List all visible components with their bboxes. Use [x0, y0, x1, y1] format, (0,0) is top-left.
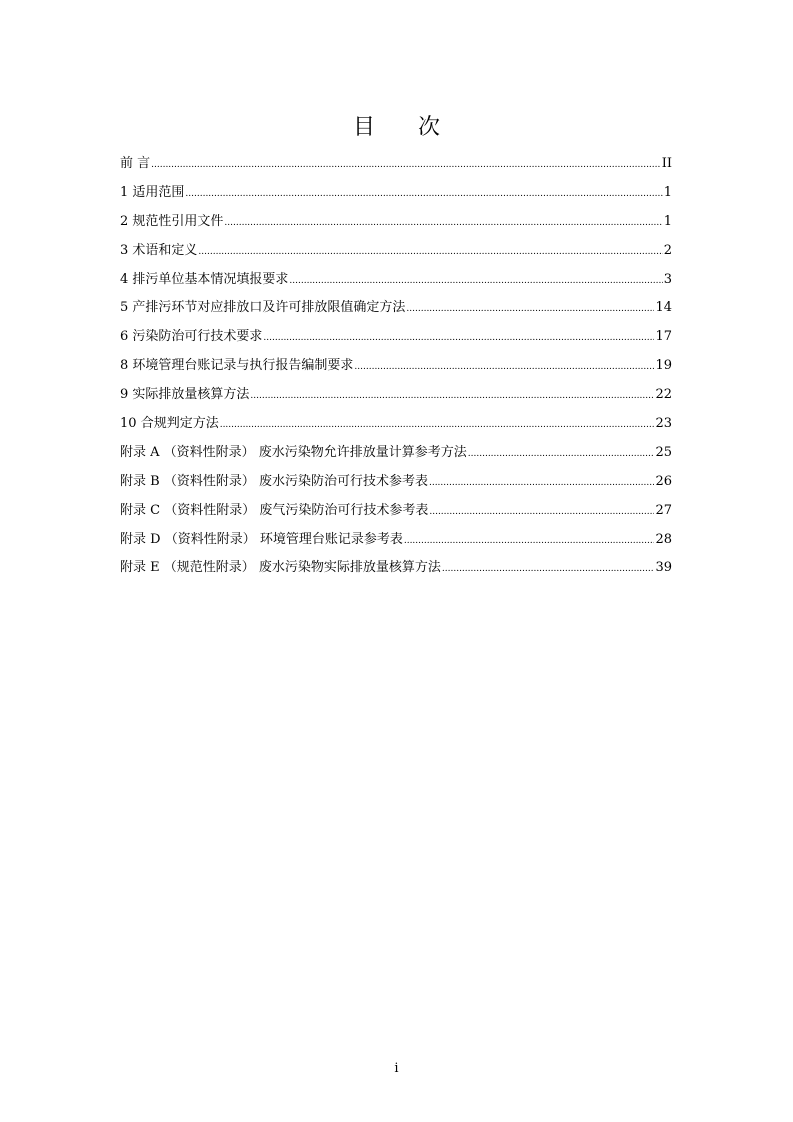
toc-entry-6[interactable]	[120, 325, 672, 354]
toc-entry-label: 规范性引用文件	[132, 213, 224, 229]
toc-title: 目 次	[353, 115, 458, 140]
toc-dot-leader	[289, 269, 662, 293]
toc-entry-number: 8	[120, 358, 133, 374]
toc-entry-number: 5	[120, 300, 133, 316]
toc-entry-1[interactable]	[120, 181, 672, 210]
toc-entry-page: 1	[663, 213, 672, 229]
toc-dot-leader	[263, 326, 654, 350]
toc-entry-page: 26	[655, 473, 672, 489]
toc-dot-leader	[354, 355, 654, 379]
toc-entry-page: 27	[655, 502, 672, 518]
toc-entry-foreword[interactable]	[120, 152, 672, 181]
page-number: i	[394, 1061, 399, 1076]
toc-entry-appendix-c[interactable]	[120, 499, 672, 528]
toc-entry-page: 19	[655, 358, 672, 374]
toc-entry-page: 28	[655, 531, 672, 547]
toc-entry-label: （资料性附录） 废水污染物允许排放量计算参考方法	[163, 444, 467, 460]
toc-entry-number: 10	[120, 416, 141, 432]
toc-entry-appendix-a[interactable]	[120, 441, 672, 470]
toc-entry-page: 1	[663, 184, 672, 200]
toc-entry-2[interactable]	[120, 210, 672, 239]
toc-entry-page: 39	[655, 560, 672, 576]
toc-entry-label: 合规判定方法	[140, 416, 219, 432]
toc-entry-label: 环境管理台账记录与执行报告编制要求	[132, 358, 354, 374]
toc-entry-page: 22	[655, 387, 672, 403]
toc-entry-number: 2	[120, 213, 133, 229]
toc-entry-number: 6	[120, 329, 133, 345]
toc-entry-9[interactable]	[120, 383, 672, 412]
toc-entry-number: 前 言	[120, 156, 151, 171]
toc-dot-leader	[406, 297, 654, 321]
table-of-contents	[120, 152, 672, 585]
toc-entry-number: 附录 B	[120, 473, 164, 489]
toc-entry-10[interactable]	[120, 412, 672, 441]
toc-entry-number: 附录 D	[120, 531, 165, 547]
toc-entry-page: 17	[655, 329, 672, 345]
toc-dot-leader	[429, 500, 654, 524]
toc-entry-page: 14	[655, 300, 672, 316]
toc-entry-label: 适用范围	[132, 184, 185, 200]
toc-entry-label: 污染防治可行技术要求	[132, 329, 263, 345]
toc-entry-label: （资料性附录） 废气污染防治可行技术参考表	[164, 502, 429, 518]
toc-dot-leader	[224, 211, 662, 235]
toc-dot-leader	[442, 557, 655, 581]
toc-entry-number: 附录 E	[120, 560, 164, 576]
toc-dot-leader	[220, 413, 655, 437]
toc-entry-number: 3	[120, 242, 133, 258]
toc-entry-label: 产排污环节对应排放口及许可排放限值确定方法	[132, 300, 406, 316]
toc-entry-appendix-d[interactable]	[120, 528, 672, 557]
toc-entry-4[interactable]	[120, 268, 672, 297]
toc-entry-page: 2	[663, 242, 672, 258]
toc-entry-number: 1	[120, 184, 133, 200]
toc-entry-8[interactable]	[120, 354, 672, 383]
toc-entry-number: 附录 C	[120, 502, 165, 518]
toc-dot-leader	[468, 442, 655, 466]
toc-dot-leader	[404, 529, 655, 553]
toc-entry-label: （资料性附录） 废水污染防治可行技术参考表	[163, 473, 428, 489]
toc-entry-page: II	[661, 156, 672, 171]
toc-entry-number: 附录 A	[120, 444, 164, 460]
toc-dot-leader	[250, 384, 654, 408]
toc-entry-appendix-b[interactable]	[120, 470, 672, 499]
toc-entry-label: （规范性附录） 废水污染物实际排放量核算方法	[163, 560, 441, 576]
toc-entry-appendix-e[interactable]	[120, 556, 672, 585]
toc-entry-label: （资料性附录） 环境管理台账记录参考表	[164, 531, 403, 547]
toc-dot-leader	[185, 182, 662, 206]
toc-entry-number: 4	[120, 271, 133, 287]
toc-entry-page: 23	[655, 416, 672, 432]
toc-entry-3[interactable]	[120, 239, 672, 268]
toc-entry-label: 实际排放量核算方法	[132, 387, 250, 403]
toc-entry-number: 9	[120, 387, 133, 403]
toc-dot-leader	[198, 240, 662, 264]
toc-entry-page: 25	[655, 444, 672, 460]
toc-dot-leader	[151, 153, 661, 177]
toc-entry-label: 排污单位基本情况填报要求	[132, 271, 289, 287]
toc-entry-label: 术语和定义	[132, 242, 198, 258]
toc-dot-leader	[429, 471, 654, 495]
toc-entry-5[interactable]	[120, 296, 672, 325]
toc-entry-page: 3	[663, 271, 672, 287]
